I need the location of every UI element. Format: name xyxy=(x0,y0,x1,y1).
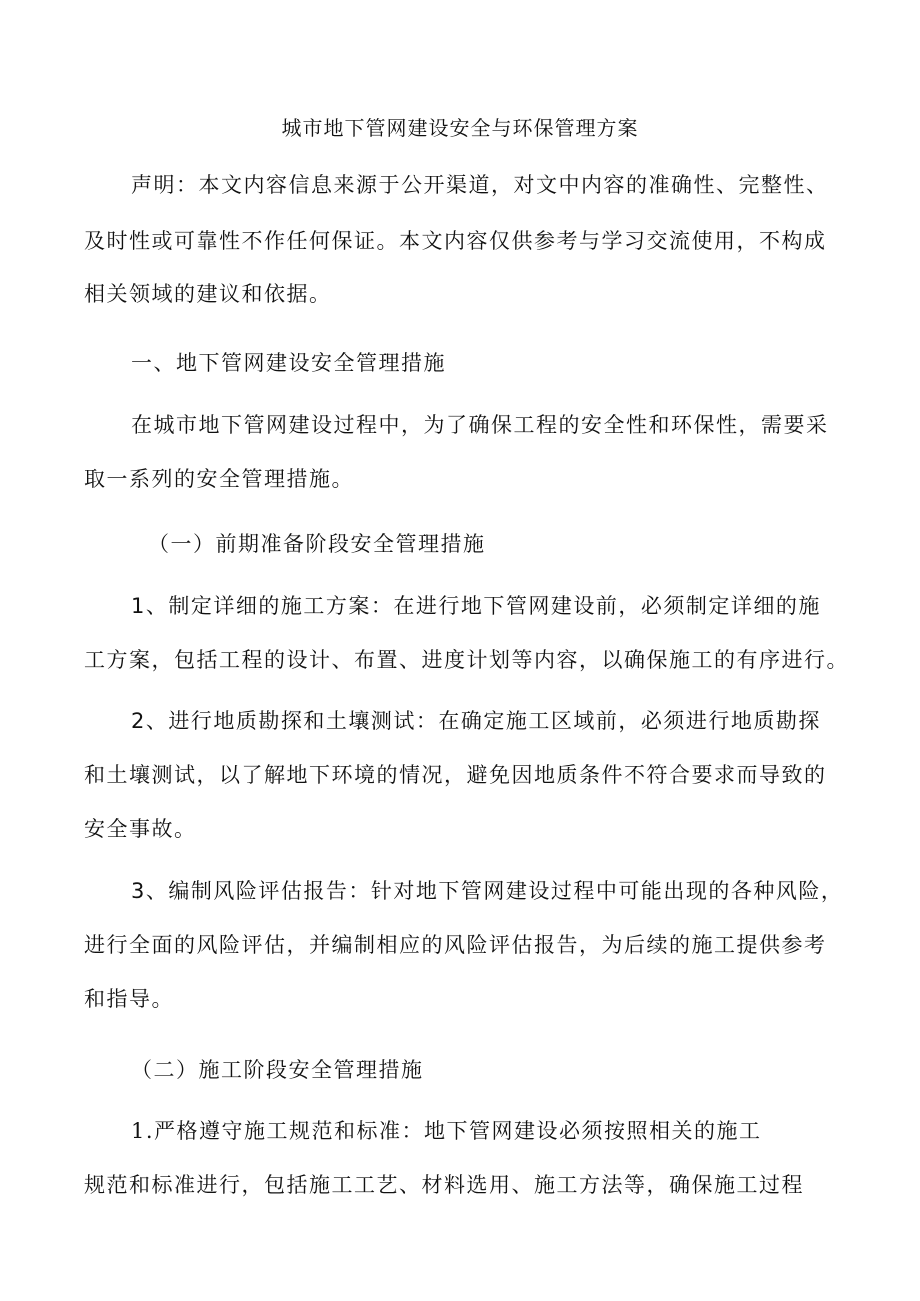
disclaimer-line: 相关领域的建议和依据。 xyxy=(84,282,332,306)
paragraph-line xyxy=(131,591,821,621)
disclaimer-line: 及时性或可靠性不作任何保证。本文内容仅供参考与学习交流使用，不构成 xyxy=(84,229,827,253)
item-text: 、进行地质勘探和土壤测试：在确定施工区域前，必须进行地质勘探 xyxy=(145,709,821,733)
document-title: 城市地下管网建设安全与环保管理方案 xyxy=(281,116,639,140)
paragraph-line: 工方案，包括工程的设计、布置、进度计划等内容，以确保施工的有序进行。 xyxy=(84,648,849,672)
section-heading: 一、地下管网建设安全管理措施 xyxy=(131,351,446,375)
paragraph-line: 1.严格遵守施工规范和标准：地下管网建设必须按照相关的施工 xyxy=(131,1119,762,1143)
subsection-heading: （一）前期准备阶段安全管理措施 xyxy=(148,532,486,556)
item-text: 、制定详细的施工方案：在进行地下管网建设前，必须制定详细的施 xyxy=(145,594,821,618)
paragraph-line: 在城市地下管网建设过程中，为了确保工程的安全性和环保性，需要采 xyxy=(131,413,829,437)
paragraph-line xyxy=(131,706,821,736)
paragraph-line: 和指导。 xyxy=(84,987,174,1011)
paragraph-line: 取一系列的安全管理措施。 xyxy=(84,467,354,491)
item-number: 2 xyxy=(131,709,146,733)
subsection-heading: （二）施工阶段安全管理措施 xyxy=(131,1058,424,1082)
paragraph-line: 和土壤测试，以了解地下环境的情况，避免因地质条件不符合要求而导致的 xyxy=(84,763,827,787)
disclaimer-line: 声明：本文内容信息来源于公开渠道，对文中内容的准确性、完整性、 xyxy=(131,173,829,197)
item-number: 1 xyxy=(131,594,146,618)
item-text: 、编制风险评估报告：针对地下管网建设过程中可能出现的各种风险， xyxy=(145,879,844,903)
item-number: 3 xyxy=(131,879,146,903)
paragraph-line: 安全事故。 xyxy=(84,817,197,841)
paragraph-line xyxy=(131,876,843,906)
paragraph-line: 进行全面的风险评估，并编制相应的风险评估报告，为后续的施工提供参考 xyxy=(84,933,827,957)
paragraph-line: 规范和标准进行，包括施工工艺、材料选用、施工方法等，确保施工过程 xyxy=(84,1173,804,1197)
